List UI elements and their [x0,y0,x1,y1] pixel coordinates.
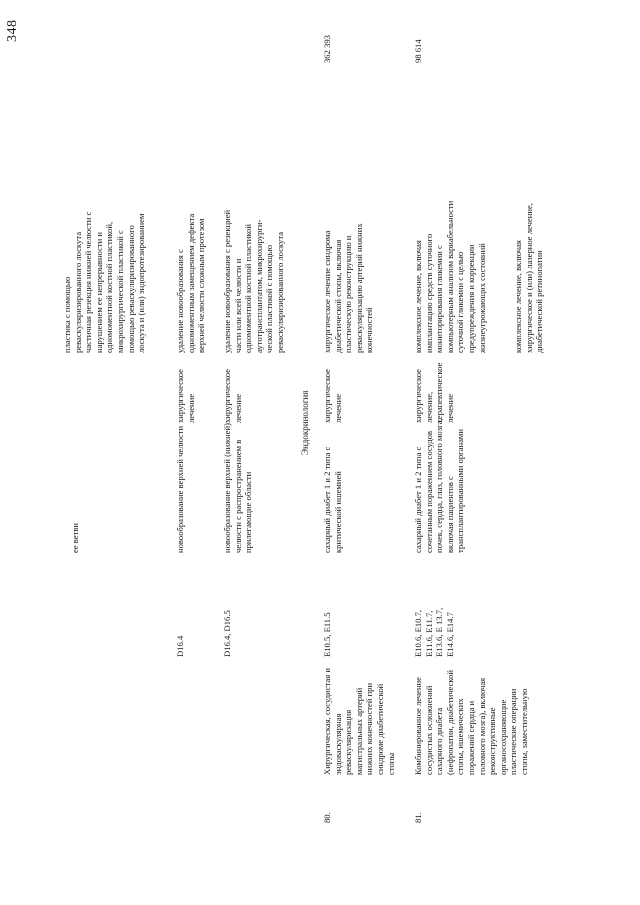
entry-name: Хирургическая, сосудистая и эндоваскулярная реваскуляризация магистральных артерий нижних конечностей при синдроме диабетической стопы [322,668,396,775]
row-method: удаление новообразования с резекцией части или всей челюсти и одномоментной костной пластикой аутотрансплантатом, микрохирурги- ческой пластикой с помощью реваскуляризированного лоскута [222,209,285,353]
entry-method: комплексное лечение, включая имплантацию средств суточного мониторирования гликемии с компьютерным анализом вариабельности суточной гликемии с целью предупреждения и коррекции жизнеугрожающих состояний [413,200,487,353]
row-model: новообразование верхней челюсти [175,425,185,553]
entry-model: сахарный диабет 1 и 2 типа с критической ишемией [322,446,343,553]
entry-cost: 98 614 [413,39,423,63]
row-type: хирургическое лечение [222,369,243,423]
section-title: Эндокринология [300,390,310,455]
entry-model: сахарный диабет 1 и 2 типа с сочетанным поражением сосудов почек, сердца, глаз, головного мозга, включая пациентов с трансплантированными органами [413,418,466,553]
entry-method: хирургическое лечение синдрома диабетической стопы, включая пластическую реконструкцию и реваскуляризацию артерий нижних конечностей [322,223,375,353]
cont-extension: ее ветви [70,522,80,553]
row-method: удаление новообразования с одномоментным замещением дефекта верхней челюсти сложным протезом [175,213,207,353]
row-model: новообразование верхней (нижней) челюсти с распространением в прилегающие области [222,423,254,553]
row-code: D16.4 [175,635,185,657]
entry-number: 81. [413,812,423,823]
cont-treatment: пластика с помощью реваскуляризированного лоскута частичная резекция нижней челюсти с нарушением ее непрерывности и одномоментной костной пластикой, микрохирургической пластикой с помощью реваскуляризированного лоскута и (или) эндопротезированием [62,211,147,353]
page-number: 348 [5,19,20,42]
entry-type: хирургическое лечение [322,369,343,423]
entry-codes: E10.5, E11.5 [322,612,332,657]
entry-type: хирургическое лечение, терапевтическое лечение [413,362,455,423]
entry-name: Комбинированное лечение сосудистых осложнений сахарного диабета (нефропатии, диабетической стопы, ишемических поражений сердца и головного мозга), включая реконструктивные органосохраняющие пластические операции стопы, заместительную [413,670,529,775]
entry-codes: E10.6, E10.7, E11.6, E11.7, E13.6, E 13.7, E14.6, E14.7 [413,607,455,657]
entry-number: 80. [322,812,332,823]
row-code: D16.4, D16.5 [222,610,232,657]
entry-method-2: комплексное лечение, включая хирургическое и (или) лазерное лечение, диабетической ретинопатии [513,203,545,353]
row-type: хирургическое лечение [175,369,196,423]
entry-cost: 362 393 [322,35,332,63]
